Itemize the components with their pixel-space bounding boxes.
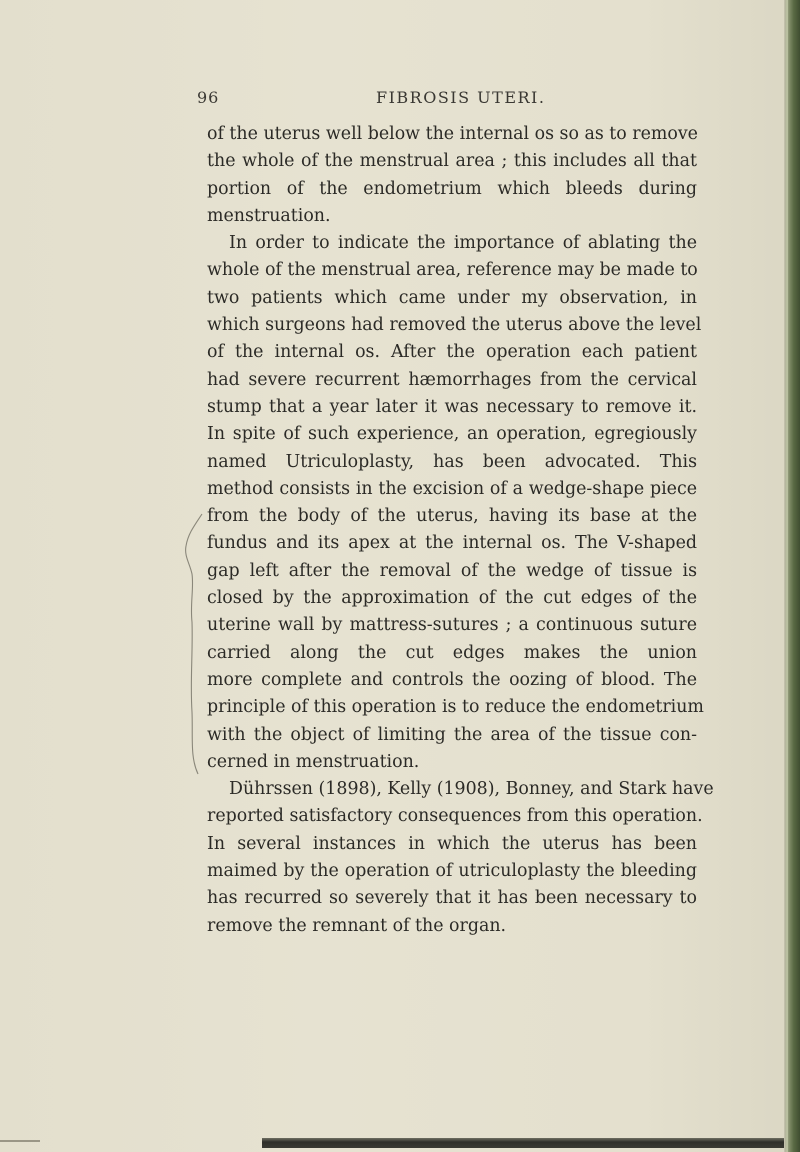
text-line: maimed by the operation of utriculoplasty the bleeding xyxy=(207,861,697,882)
text-line: reported satisfactory consequences from this operation. xyxy=(207,806,703,827)
body-text xyxy=(207,121,714,940)
text-line: with the object of limiting the area of the tissue con- xyxy=(207,724,697,745)
text-line: In order to indicate the importance of ablating the xyxy=(229,233,697,254)
paragraph xyxy=(207,230,704,776)
text-line: named Utriculoplasty, has been advocated. This xyxy=(207,451,697,472)
text-line: method consists in the excision of a wedge-shape piece xyxy=(207,478,697,499)
text-line: which surgeons had removed the uterus above the level xyxy=(207,315,702,336)
paragraph xyxy=(207,121,697,230)
text-line: had severe recurrent hæmorrhages from the cervical xyxy=(207,369,697,390)
text-line: the whole of the menstrual area ; this includes all that xyxy=(207,151,697,172)
text-line: carried along the cut edges makes the union xyxy=(207,642,697,663)
running-title: FIBROSIS UTERI. xyxy=(376,88,546,107)
text-line: gap left after the removal of the wedge of tissue is xyxy=(207,560,697,581)
page-number: 96 xyxy=(197,88,220,107)
text-line: remove the remnant of the organ. xyxy=(207,915,507,936)
text-line: In several instances in which the uterus has been xyxy=(207,833,697,854)
text-line: two patients which came under my observation, in xyxy=(207,287,697,308)
text-line: stump that a year later it was necessary to remove it. xyxy=(207,396,697,417)
text-line: of the uterus well below the internal os so as to remove xyxy=(207,124,698,144)
text-line: Dührssen (1898), Kelly (1908), Bonney, and Stark have xyxy=(229,779,714,800)
text-line: portion of the endometrium which bleeds during xyxy=(207,178,697,199)
text-line: has recurred so severely that it has been necessary to xyxy=(207,888,697,909)
pencil-bracket-mark xyxy=(180,512,210,778)
text-line: menstruation. xyxy=(207,205,331,226)
text-line: In spite of such experience, an operation, egregiously xyxy=(207,424,697,445)
text-line: uterine wall by mattress-sutures ; a continuous suture xyxy=(207,615,697,636)
text-line: from the body of the uterus, having its base at the xyxy=(207,506,697,527)
text-line: more complete and controls the oozing of blood. The xyxy=(207,669,697,690)
text-line: fundus and its apex at the internal os. The V-shaped xyxy=(207,533,697,554)
text-line: cerned in menstruation. xyxy=(207,751,420,772)
text-line: of the internal os. After the operation each patient xyxy=(207,342,697,363)
binding-shadow xyxy=(262,1138,792,1148)
text-line: principle of this operation is to reduce the endometrium xyxy=(207,697,704,718)
spine-highlight xyxy=(786,0,788,1152)
edge-mark xyxy=(0,1140,40,1142)
text-line: whole of the menstrual area, reference may be made to xyxy=(207,260,698,281)
text-line: closed by the approximation of the cut edges of the xyxy=(207,588,697,609)
page-header xyxy=(0,88,800,112)
paragraph xyxy=(207,776,714,940)
